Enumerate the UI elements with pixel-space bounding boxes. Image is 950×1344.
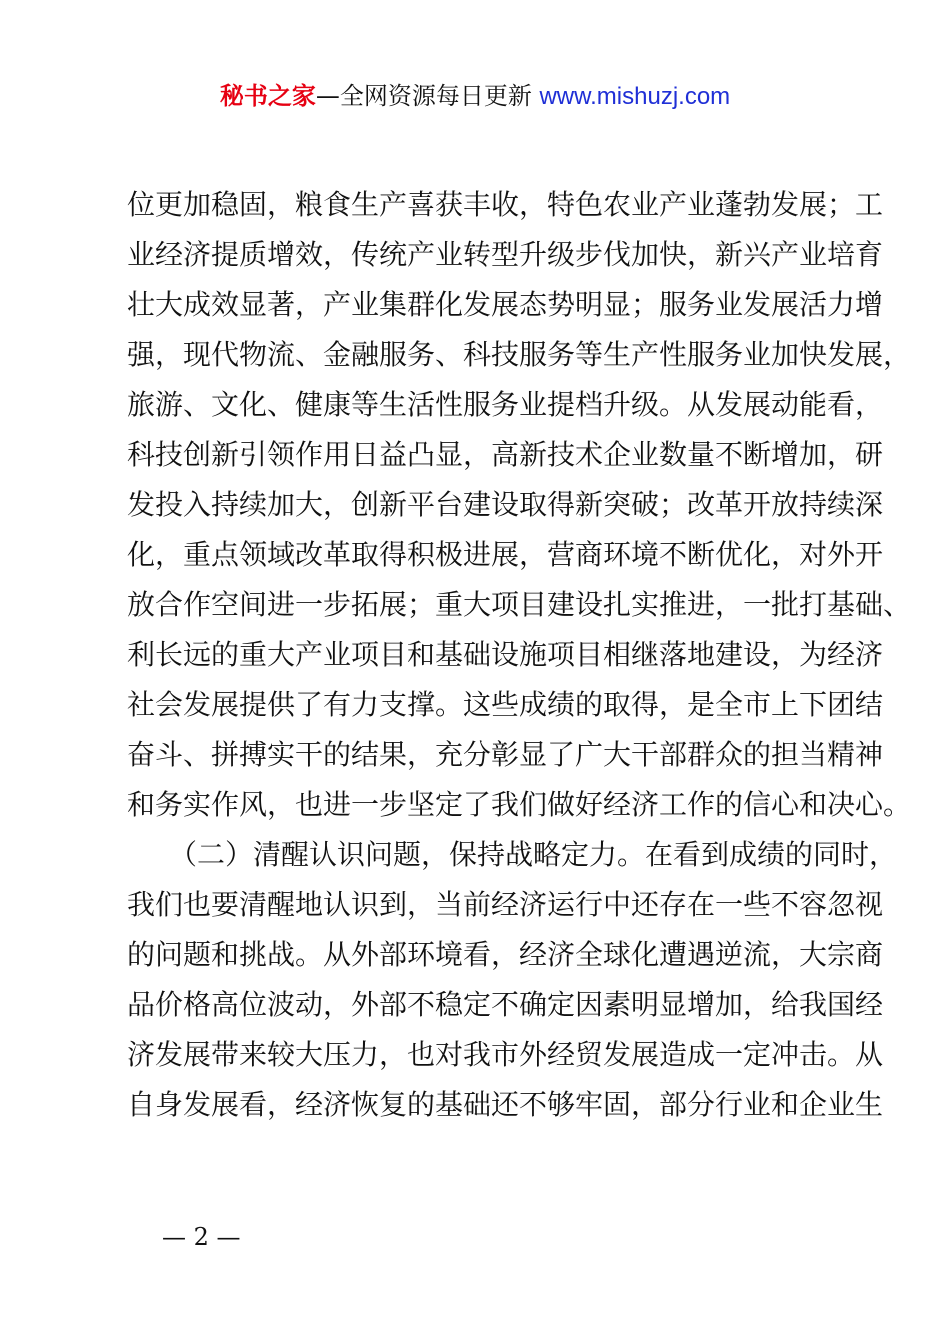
- text-line: 旅游、文化、健康等生活性服务业提档升级。从发展动能看，: [127, 388, 884, 421]
- brand-name: 秘书之家: [219, 82, 316, 110]
- text-line: 我们也要清醒地认识到，当前经济运行中还存在一些不容忽视: [127, 888, 884, 921]
- text-line: 自身发展看，经济恢复的基础还不够牢固，部分行业和企业生: [127, 1088, 884, 1121]
- text-line: 业经济提质增效，传统产业转型升级步伐加快，新兴产业培育: [127, 238, 884, 271]
- text-line: 强，现代物流、金融服务、科技服务等生产性服务业加快发展，: [127, 338, 912, 371]
- section-heading-line: （二）清醒认识问题，保持战略定力。在看到成绩的同时，: [169, 838, 898, 871]
- page-number: — 2 —: [162, 1223, 241, 1251]
- text-line: 和务实作风，也进一步坚定了我们做好经济工作的信心和决心。: [127, 788, 912, 821]
- site-url-link[interactable]: www.mishuzj.com: [539, 83, 731, 110]
- text-line: 品价格高位波动，外部不稳定不确定因素明显增加，给我国经: [127, 988, 884, 1021]
- text-line: 放合作空间进一步拓展；重大项目建设扎实推进，一批打基础、: [127, 588, 912, 621]
- header-tagline: —全网资源每日更新: [315, 82, 532, 110]
- text-line: 利长远的重大产业项目和基础设施项目相继落地建设，为经济: [127, 638, 884, 671]
- text-line: 发投入持续加大，创新平台建设取得新突破；改革开放持续深: [127, 488, 884, 521]
- text-line: 壮大成效显著，产业集群化发展态势明显；服务业发展活力增: [127, 288, 884, 321]
- text-line: 社会发展提供了有力支撑。这些成绩的取得，是全市上下团结: [127, 688, 884, 721]
- document-body: [127, 180, 912, 1130]
- text-line: 科技创新引领作用日益凸显，高新技术企业数量不断增加，研: [127, 438, 884, 471]
- text-line: 化，重点领域改革取得积极进展，营商环境不断优化，对外开: [127, 538, 884, 571]
- text-line: 的问题和挑战。从外部环境看，经济全球化遭遇逆流，大宗商: [127, 938, 884, 971]
- text-line: 奋斗、拼搏实干的结果，充分彰显了广大干部群众的担当精神: [127, 738, 884, 771]
- text-line: 位更加稳固，粮食生产喜获丰收，特色农业产业蓬勃发展；工: [127, 188, 884, 221]
- site-header: [0, 80, 950, 113]
- text-line: 济发展带来较大压力，也对我市外经贸发展造成一定冲击。从: [127, 1038, 884, 1071]
